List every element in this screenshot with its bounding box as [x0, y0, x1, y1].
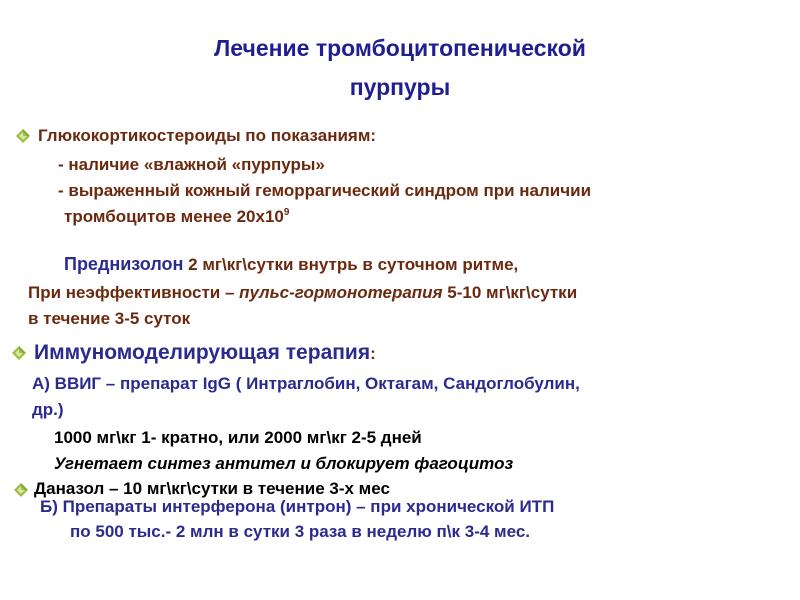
prednisolone-line	[64, 254, 518, 275]
prednisolone-dose: 2 мг\кг\сутки внутрь в суточном ритме,	[183, 255, 519, 274]
slide-title-line2: пурпуры	[349, 74, 451, 100]
gluco-item-hemorrhagic: - выраженный кожный геморрагический синдром при наличии	[58, 181, 592, 200]
diamond-bullet-icon	[12, 346, 26, 360]
danazol-line: Даназол – 10 мг\кг\сутки в течение 3-х мес	[34, 479, 390, 498]
ivig-effect: Угнетает синтез антител и блокирует фагоцитоз	[54, 454, 514, 473]
immuno-heading	[34, 341, 376, 365]
immuno-heading-text: Иммуномоделирующая терапия	[34, 341, 371, 364]
platelets-exponent: 9	[283, 207, 290, 218]
pulse-therapy-line	[28, 283, 577, 303]
pulse-therapy-start: При неэффективности –	[28, 283, 240, 302]
ivig-dose: 1000 мг\кг 1- кратно, или 2000 мг\кг 2-5 дней	[54, 428, 422, 447]
pulse-therapy-italic: пульс-гормонотерапия	[239, 283, 443, 302]
platelets-text: тромбоцитов менее 20х10	[64, 207, 284, 226]
immuno-heading-colon: :	[370, 344, 376, 363]
ivig-line1: А) ВВИГ – препарат IgG ( Интраглобин, Октагам, Сандоглобулин,	[32, 374, 580, 393]
interferon-line1: Б) Препараты интерферона (интрон) – при хронической ИТП	[40, 497, 555, 516]
gluco-heading: Глюкокортикостероиды по показаниям:	[38, 126, 377, 145]
pulse-therapy-duration: в течение 3-5 суток	[28, 309, 191, 328]
gluco-item-platelets	[64, 207, 289, 227]
ivig-line2: др.)	[32, 400, 64, 419]
slide-title-line1: Лечение тромбоцитопенической	[214, 35, 586, 61]
diamond-bullet-icon	[16, 129, 30, 143]
prednisolone-name: Преднизолон	[64, 254, 184, 274]
pulse-therapy-dose: 5-10 мг\кг\сутки	[442, 283, 578, 302]
gluco-item-wet-purpura: - наличие «влажной «пурпуры»	[58, 155, 325, 174]
diamond-bullet-icon	[14, 483, 28, 497]
interferon-line2: по 500 тыс.- 2 млн в сутки 3 раза в неделю п\к 3-4 мес.	[70, 522, 531, 541]
